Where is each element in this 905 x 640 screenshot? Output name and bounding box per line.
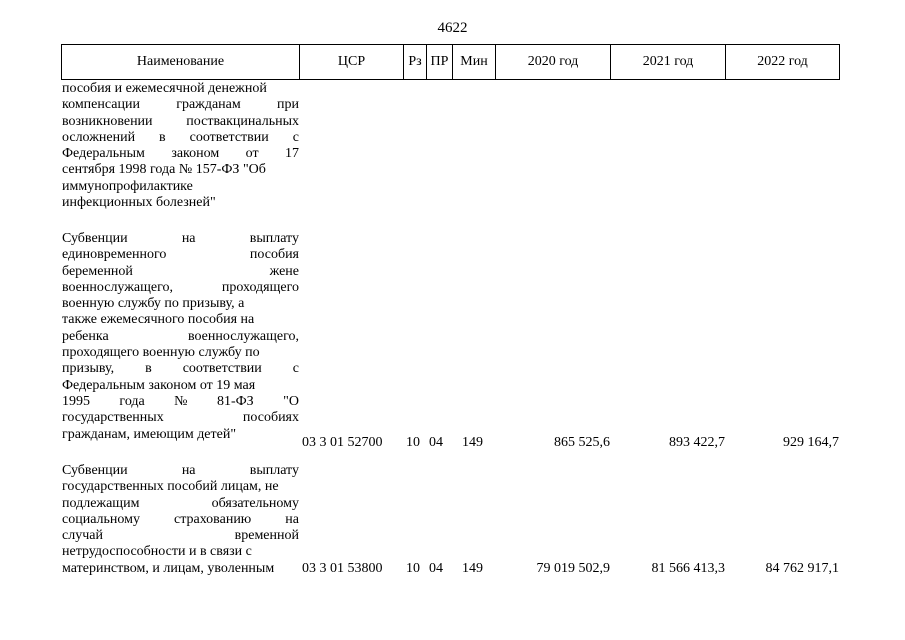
name-line (62, 247, 299, 263)
row-min: 149 (462, 561, 483, 576)
row-2020: 865 525,6 (554, 435, 610, 450)
name-word: возникновении (62, 113, 153, 129)
row-rz: 10 (406, 561, 420, 576)
row-name (62, 463, 299, 577)
name-word: на (285, 511, 299, 527)
name-line (62, 479, 299, 495)
name-word: временной (234, 528, 299, 544)
name-word: нетрудоспособности и в связи с (62, 544, 252, 560)
table-header (61, 44, 840, 80)
name-line (62, 114, 299, 130)
name-word: компенсации (62, 97, 140, 113)
name-word: военнослужащего, (187, 328, 299, 344)
name-word: обязательному (211, 495, 299, 511)
name-word: проходящего военную службу по (62, 345, 260, 361)
name-word: осложнений (62, 129, 136, 145)
name-word: года (119, 393, 145, 409)
name-word: иммунопрофилактике (62, 178, 193, 194)
page-number: 4622 (437, 20, 468, 36)
name-word: государственных (62, 410, 164, 426)
name-word: Субвенции (62, 463, 128, 478)
name-line (62, 378, 299, 394)
name-word: в (159, 129, 166, 145)
name-word: поствакцинальных (186, 113, 299, 129)
name-line (62, 512, 299, 528)
name-word: пособия (249, 247, 299, 263)
header-min: Мин (453, 45, 496, 79)
name-line (62, 329, 299, 345)
name-word: ребенка (62, 328, 109, 344)
name-word: от (245, 146, 259, 162)
name-word: жене (269, 263, 299, 279)
name-word: подлежащим (62, 495, 140, 511)
name-line (62, 97, 299, 113)
name-word: с (292, 129, 299, 145)
header-rz: Рз (404, 45, 427, 79)
name-word: случай (62, 528, 103, 544)
name-word: 81-ФЗ (216, 393, 254, 409)
name-line (62, 162, 299, 178)
header-2022: 2022 год (757, 54, 808, 69)
name-line (62, 81, 299, 97)
name-line (62, 394, 299, 410)
name-word: призыву, (62, 361, 115, 377)
name-line (62, 312, 299, 328)
row-2021: 81 566 413,3 (651, 561, 725, 576)
row-2022: 84 762 917,1 (765, 561, 839, 576)
name-word: военнослужащего, (62, 279, 174, 295)
name-line (62, 280, 299, 296)
row-csr: 03 3 01 53800 (302, 561, 383, 576)
name-word: беременной (62, 263, 133, 279)
name-word: инфекционных болезней" (62, 195, 216, 211)
name-word: материнством, и лицам, уволенным (62, 560, 275, 576)
name-word: соответствии (189, 129, 269, 145)
name-word: государственных пособий лицам, не (62, 479, 279, 495)
name-word: страхованию (174, 511, 252, 527)
header-2021: 2021 год (611, 45, 726, 79)
header-name: Наименование (62, 45, 300, 79)
name-word: проходящего (221, 279, 299, 295)
name-line (62, 130, 299, 146)
name-word: единовременного (62, 247, 167, 263)
row-pr: 04 (429, 435, 443, 450)
row-rz: 10 (406, 435, 420, 450)
header-pr: ПР (427, 45, 453, 79)
row-2020: 79 019 502,9 (536, 561, 610, 576)
name-word: сентября 1998 года № 157-ФЗ "Об (62, 162, 266, 178)
name-line (62, 195, 299, 211)
name-word: законом (171, 146, 220, 162)
name-line (62, 296, 299, 312)
name-word: на (181, 231, 196, 246)
row-2021: 893 422,7 (669, 435, 725, 450)
name-line (62, 496, 299, 512)
row-name (62, 81, 299, 211)
name-line (62, 179, 299, 195)
name-word: выплату (249, 463, 299, 478)
name-line (62, 544, 299, 560)
name-word: с (292, 361, 299, 377)
row-pr: 04 (429, 561, 443, 576)
name-line (62, 528, 299, 544)
row-csr: 03 3 01 52700 (302, 435, 383, 450)
name-line (62, 231, 299, 247)
name-line (62, 146, 299, 162)
name-word: Субвенции (62, 231, 128, 246)
name-word: "О (283, 393, 299, 409)
name-word: соответствии (182, 361, 262, 377)
name-word: Федеральным (62, 146, 145, 162)
name-word: военную службу по призыву, а (62, 296, 245, 312)
row-name (62, 231, 299, 443)
name-word: при (277, 97, 299, 113)
name-line (62, 361, 299, 377)
name-word: 17 (284, 146, 299, 162)
row-min: 149 (462, 435, 483, 450)
name-line (62, 345, 299, 361)
row-2022: 929 164,7 (783, 435, 839, 450)
name-line (62, 427, 299, 443)
name-word: социальному (62, 511, 140, 527)
name-word: пособия и ежемесячной денежной (62, 81, 267, 96)
name-line (62, 561, 299, 577)
name-line (62, 264, 299, 280)
name-word: пособиях (242, 410, 299, 426)
name-word: Федеральным законом от 19 мая (62, 377, 256, 393)
name-line (62, 463, 299, 479)
name-word: на (181, 463, 196, 478)
header-csr: ЦСР (300, 45, 404, 79)
name-word: гражданам (176, 97, 241, 113)
name-word: № (174, 393, 188, 409)
name-word: выплату (249, 231, 299, 246)
name-line (62, 410, 299, 426)
name-word: в (145, 361, 152, 377)
name-word: также ежемесячного пособия на (62, 312, 255, 328)
name-word: гражданам, имеющим детей" (62, 426, 237, 442)
header-2020: 2020 год (496, 45, 611, 79)
name-word: 1995 (62, 393, 90, 409)
